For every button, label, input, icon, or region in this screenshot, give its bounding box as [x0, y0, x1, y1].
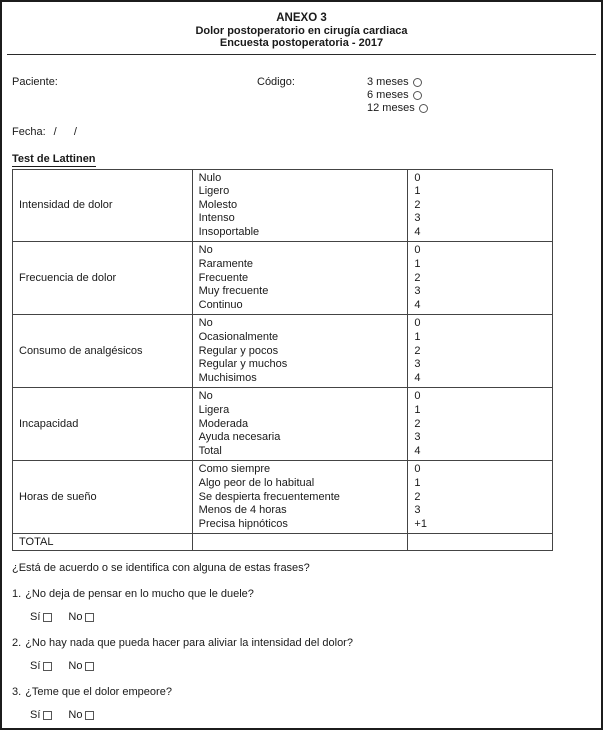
score-value: 0 [414, 171, 421, 184]
score-value: 1 [414, 185, 421, 198]
score-value: 2 [414, 344, 421, 357]
question-3-yes-checkbox[interactable] [43, 711, 52, 720]
row-category: Horas de sueño [13, 461, 193, 534]
option-label: Ligero [198, 185, 230, 198]
question-1-no-checkbox[interactable] [85, 613, 94, 622]
question-3-body: ¿Teme que el dolor empeore? [25, 686, 172, 699]
question-1-answers [30, 611, 591, 623]
form-subtitle: Dolor postoperatorio en cirugía cardiaca [195, 24, 408, 37]
question-1-body: ¿No deja de pensar en lo mucho que le duele? [25, 588, 254, 601]
option-label: Ligera [198, 404, 230, 416]
form-title: ANEXO 3 [276, 12, 327, 24]
mes-12-label: 12 meses [367, 101, 415, 114]
score-value: 3 [414, 504, 421, 517]
score-value: 3 [414, 285, 421, 298]
total-options-cell [192, 534, 408, 551]
question-1-yes-checkbox[interactable] [43, 613, 52, 622]
table-row-total [13, 534, 553, 551]
question-2-text [12, 637, 591, 649]
question-3 [12, 686, 591, 721]
option-label: Intenso [198, 212, 235, 225]
option-label: Continuo [198, 298, 243, 311]
score-value: 4 [414, 371, 421, 384]
row-category: Intensidad de dolor [13, 169, 193, 242]
mes-option-12 [367, 102, 428, 115]
option-label: Ocasionalmente [198, 331, 279, 344]
row-options [192, 315, 408, 388]
mes-3-label: 3 meses [367, 75, 409, 88]
option-label: Se despierta frecuentemente [198, 490, 340, 503]
question-2-no [68, 660, 94, 672]
question-2-yes-checkbox[interactable] [43, 662, 52, 671]
score-value: 2 [414, 417, 421, 430]
row-scores [408, 315, 553, 388]
option-label: Molesto [198, 198, 238, 211]
yes-label: Sí [30, 709, 41, 722]
row-scores [408, 169, 553, 242]
total-label: TOTAL [13, 534, 193, 551]
row-category: Frecuencia de dolor [13, 242, 193, 315]
option-label: Regular y muchos [198, 358, 288, 371]
score-value: 1 [414, 258, 421, 271]
row-options [192, 388, 408, 461]
option-label: Precisa hipnóticos [198, 517, 288, 530]
form-header [12, 12, 591, 50]
fecha-value: / / [53, 125, 78, 138]
score-value: 3 [414, 358, 421, 371]
codigo-label: Código: [257, 75, 295, 88]
question-2-yes [30, 660, 52, 672]
score-value: 3 [414, 431, 421, 444]
mes-option-6 [367, 89, 428, 102]
fecha-label: Fecha: [12, 125, 46, 138]
question-2-body: ¿No hay nada que pueda hacer para aliviar la intensidad del dolor? [25, 637, 353, 650]
option-label: Ayuda necesaria [198, 431, 281, 444]
table-row-sueno [13, 461, 553, 534]
option-label: Nulo [198, 171, 222, 184]
row-scores [408, 461, 553, 534]
row-options [192, 461, 408, 534]
agreement-intro: ¿Está de acuerdo o se identifica con alguna de estas frases? [12, 562, 310, 575]
option-label: Frecuente [198, 271, 249, 284]
mes-6-radio[interactable] [413, 91, 422, 100]
score-value: 4 [414, 298, 421, 311]
question-1 [12, 588, 591, 623]
question-3-text [12, 686, 591, 698]
row-options [192, 242, 408, 315]
score-value: 0 [414, 317, 421, 330]
score-value: 4 [414, 444, 421, 457]
mes-6-label: 6 meses [367, 88, 409, 101]
table-row-incapacidad [13, 388, 553, 461]
option-label: Muy frecuente [198, 285, 269, 298]
row-category: Consumo de analgésicos [13, 315, 193, 388]
question-1-number: 1. [12, 588, 22, 601]
row-scores [408, 242, 553, 315]
question-2 [12, 637, 591, 672]
score-value: +1 [414, 517, 427, 530]
question-3-answers [30, 709, 591, 721]
score-value: 0 [414, 390, 421, 403]
score-value: 0 [414, 463, 421, 476]
mes-option-3 [367, 76, 428, 89]
question-2-answers [30, 660, 591, 672]
question-3-yes [30, 709, 52, 721]
no-label: No [68, 709, 83, 722]
yes-label: Sí [30, 660, 41, 673]
table-row-analgesicos [13, 315, 553, 388]
score-value: 1 [414, 476, 421, 489]
table-row-frecuencia [13, 242, 553, 315]
option-label: Raramente [198, 258, 254, 271]
score-value: 3 [414, 212, 421, 225]
test-title: Test de Lattinen [12, 152, 96, 165]
question-2-number: 2. [12, 637, 22, 650]
score-value: 2 [414, 271, 421, 284]
option-label: No [198, 390, 213, 403]
mes-12-radio[interactable] [419, 104, 428, 113]
table-row-intensidad [13, 169, 553, 242]
score-value: 1 [414, 331, 421, 344]
question-3-number: 3. [12, 686, 22, 699]
option-label: Moderada [198, 417, 249, 430]
header-divider [7, 54, 596, 55]
row-category: Incapacidad [13, 388, 193, 461]
score-value: 4 [414, 225, 421, 238]
paciente-label: Paciente: [12, 75, 58, 88]
patient-row [12, 76, 591, 115]
option-label: Como siempre [198, 463, 271, 476]
no-label: No [68, 611, 83, 624]
option-label: No [198, 317, 213, 330]
form-subtitle-year: Encuesta postoperatoria - 2017 [219, 37, 384, 49]
score-value: 0 [414, 244, 421, 257]
yes-label: Sí [30, 611, 41, 624]
question-3-no-checkbox[interactable] [85, 711, 94, 720]
option-label: Regular y pocos [198, 344, 279, 357]
option-label: No [198, 244, 213, 257]
no-label: No [68, 660, 83, 673]
option-label: Muchisimos [198, 371, 257, 384]
question-1-no [68, 611, 94, 623]
row-options [192, 169, 408, 242]
score-value: 1 [414, 404, 421, 416]
question-2-no-checkbox[interactable] [85, 662, 94, 671]
question-3-no [68, 709, 94, 721]
row-scores [408, 388, 553, 461]
question-1-text [12, 588, 591, 600]
option-label: Insoportable [198, 225, 260, 238]
total-score-cell [408, 534, 553, 551]
mes-3-radio[interactable] [413, 78, 422, 87]
option-label: Algo peor de lo habitual [198, 476, 315, 489]
fecha-row [12, 126, 591, 138]
meses-options [367, 76, 428, 115]
question-1-yes [30, 611, 52, 623]
score-value: 2 [414, 490, 421, 503]
score-value: 2 [414, 198, 421, 211]
option-label: Menos de 4 horas [198, 504, 287, 517]
option-label: Total [198, 444, 222, 457]
lattinen-table [12, 169, 553, 552]
